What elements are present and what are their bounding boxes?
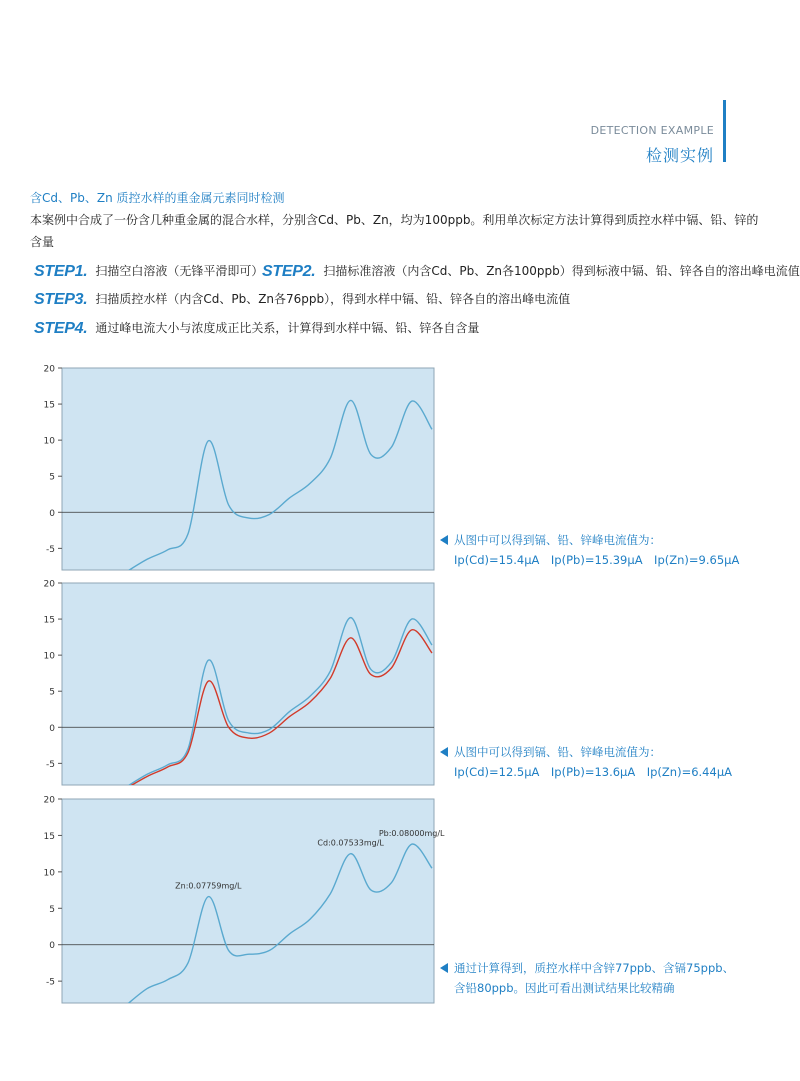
y-tick-label: 5 xyxy=(49,472,55,483)
note-3-line2: 含铅80ppb。因此可看出测试结果比较精确 xyxy=(454,981,675,995)
chart-blank-standard xyxy=(34,362,436,572)
y-tick-label: 0 xyxy=(49,723,55,734)
left-arrow-icon xyxy=(440,963,448,973)
y-tick-label: 10 xyxy=(43,868,55,879)
note-2 xyxy=(440,742,732,782)
peak-annotation: Pb:0.08000mg/L xyxy=(378,829,445,839)
y-tick-label: 15 xyxy=(43,831,55,842)
note-2-line2: Ip(Cd)=12.5μA Ip(Pb)=13.6μA Ip(Zn)=6.44μA xyxy=(454,765,732,779)
note-1-line1: 从图中可以得到镉、铅、锌峰电流值为： xyxy=(454,533,661,547)
y-tick-label: 10 xyxy=(43,651,55,662)
step-1 xyxy=(34,262,263,281)
step-1-text: 扫描空白溶液（无锋平滑即可） xyxy=(95,264,264,278)
header-title-cn: 检测实例 xyxy=(645,146,714,165)
y-tick-label: 20 xyxy=(43,364,55,375)
step-3 xyxy=(34,290,570,309)
step-4-text: 通过峰电流大小与浓度成正比关系，计算得到水样中镉、铅、锌各自含量 xyxy=(95,321,480,335)
step-2-text: 扫描标准溶液（内含Cd、Pb、Zn各100ppb）得到标液中镉、铅、锌各自的溶出峰电流值 xyxy=(323,264,800,278)
y-tick-label: 0 xyxy=(49,941,55,952)
plot-area xyxy=(62,368,434,570)
y-tick-label: 15 xyxy=(43,400,55,411)
note-1-line2: Ip(Cd)=15.4μA Ip(Pb)=15.39μA Ip(Zn)=9.65μA xyxy=(454,553,740,567)
y-tick-label: -5 xyxy=(46,544,55,555)
header-accent-bar xyxy=(723,100,726,162)
section-intro: 本案例中合成了一份含几种重金属的混合水样，分别含Cd、Pb、Zn，均为100ppb。利用单次标定方法计算得到质控水样中镉、铅、锌的含量 xyxy=(30,213,759,249)
peak-annotation: Zn:0.07759mg/L xyxy=(175,881,242,891)
y-tick-label: 10 xyxy=(43,436,55,447)
note-1 xyxy=(440,530,739,570)
header-subtitle-en: DETECTION EXAMPLE xyxy=(590,124,714,137)
y-tick-label: -5 xyxy=(46,759,55,770)
y-tick-label: 15 xyxy=(43,615,55,626)
left-arrow-icon xyxy=(440,747,448,757)
y-tick-label: 0 xyxy=(49,508,55,519)
y-tick-label: 20 xyxy=(43,795,55,806)
step-4 xyxy=(34,319,479,338)
y-tick-label: -5 xyxy=(46,977,55,988)
step-2 xyxy=(262,262,800,281)
y-tick-label: 5 xyxy=(49,687,55,698)
section-title: 含Cd、Pb、Zn 质控水样的重金属元素同时检测 xyxy=(30,191,285,205)
chart-standard-vs-sample xyxy=(34,577,436,787)
step-4-tag: STEP4. xyxy=(34,320,88,337)
step-2-tag: STEP2. xyxy=(262,263,316,280)
left-arrow-icon xyxy=(440,535,448,545)
peak-annotation: Cd:0.07533mg/L xyxy=(317,838,384,848)
note-3-line1: 通过计算得到，质控水样中含锌77ppb、含镉75ppb、 xyxy=(454,961,735,975)
y-tick-label: 20 xyxy=(43,579,55,590)
step-3-text: 扫描质控水样（内含Cd、Pb、Zn各76ppb），得到水样中镉、铅、锌各自的溶出峰电流值 xyxy=(95,292,571,306)
note-2-line1: 从图中可以得到镉、铅、锌峰电流值为： xyxy=(454,745,661,759)
note-3 xyxy=(440,958,734,998)
y-tick-label: 5 xyxy=(49,904,55,915)
chart-sample-result xyxy=(34,793,445,1005)
step-1-tag: STEP1. xyxy=(34,263,88,280)
step-3-tag: STEP3. xyxy=(34,291,88,308)
plot-area xyxy=(62,583,434,785)
